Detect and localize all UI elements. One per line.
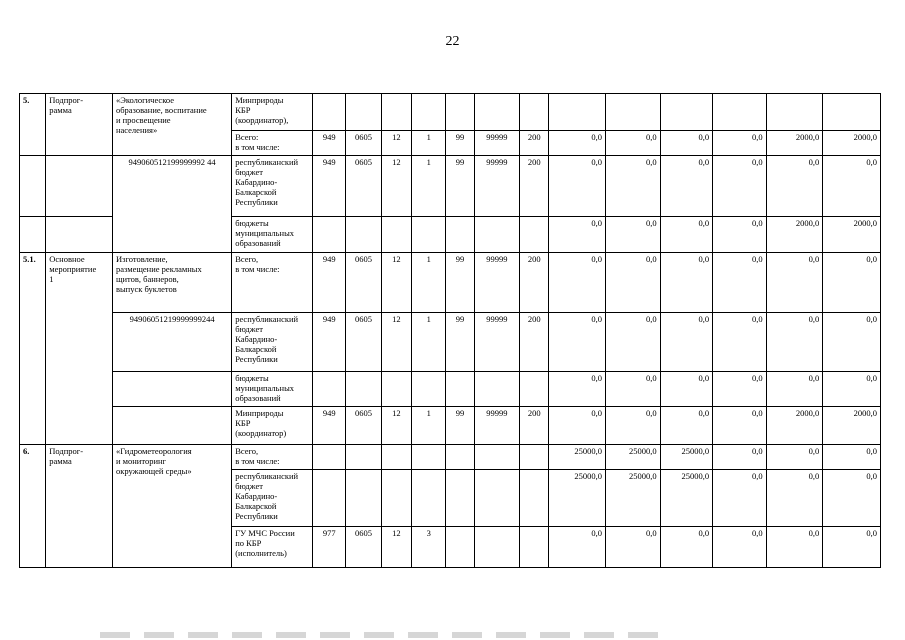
code-cs3-cell	[446, 527, 474, 568]
row-name-cell: «Гидрометеорология и мониторинг окружающей среды»	[112, 445, 231, 568]
value-cell: 2000,0	[823, 407, 881, 445]
value-cell: 0,0	[713, 372, 767, 407]
code-rz-cell: 0605	[346, 527, 381, 568]
table-row	[20, 445, 881, 470]
code-cs4-cell: 99999	[474, 131, 519, 156]
table-row	[20, 156, 881, 217]
code-gr-cell: 949	[313, 131, 346, 156]
row-number-cell: 6.	[20, 445, 46, 568]
value-cell: 25000,0	[660, 470, 713, 527]
code-rz-cell: 0605	[346, 313, 381, 372]
value-cell: 0,0	[823, 156, 881, 217]
value-cell: 0,0	[606, 313, 661, 372]
value-cell: 0,0	[766, 445, 823, 470]
responsible-cell: Всего, в том числе:	[232, 253, 313, 313]
code-gr-cell: 949	[313, 253, 346, 313]
row-name-cell	[112, 372, 231, 407]
budget-table	[19, 93, 881, 568]
value-cell: 25000,0	[606, 445, 661, 470]
value-cell: 25000,0	[660, 445, 713, 470]
value-cell: 0,0	[713, 253, 767, 313]
code-cs1-cell: 12	[381, 527, 411, 568]
value-cell: 0,0	[766, 527, 823, 568]
value-cell: 0,0	[660, 407, 713, 445]
value-cell: 25000,0	[606, 470, 661, 527]
code-cs1-cell: 12	[381, 131, 411, 156]
value-cell: 0,0	[549, 313, 606, 372]
value-cell: 0,0	[766, 372, 823, 407]
responsible-cell: Всего: в том числе:	[232, 131, 313, 156]
code-gr-cell: 977	[313, 527, 346, 568]
responsible-cell: ГУ МЧС России по КБР (исполнитель)	[232, 527, 313, 568]
row-number-cell	[20, 217, 46, 253]
value-cell: 0,0	[606, 131, 661, 156]
code-rz-cell: 0605	[346, 156, 381, 217]
code-cs4-cell	[474, 527, 519, 568]
value-cell: 0,0	[660, 527, 713, 568]
code-cs3-cell: 99	[446, 131, 474, 156]
code-cs3-cell: 99	[446, 313, 474, 372]
value-cell: 25000,0	[549, 445, 606, 470]
code-vr-cell: 200	[520, 313, 549, 372]
value-cell: 0,0	[606, 217, 661, 253]
value-cell: 0,0	[549, 131, 606, 156]
code-cs3-cell: 99	[446, 156, 474, 217]
row-type-cell: Основное мероприятие 1	[46, 253, 113, 445]
page-number: 22	[445, 34, 460, 49]
value-cell: 2000,0	[766, 407, 823, 445]
responsible-cell: республиканский бюджет Кабардино- Балкарской Республики	[232, 313, 313, 372]
value-cell: 0,0	[823, 372, 881, 407]
code-cs2-cell: 3	[412, 527, 446, 568]
code-rz-cell: 0605	[346, 253, 381, 313]
code-vr-cell: 200	[520, 407, 549, 445]
responsible-cell: республиканский бюджет Кабардино- Балкарской Республики	[232, 470, 313, 527]
value-cell: 0,0	[606, 253, 661, 313]
code-vr-cell: 200	[520, 131, 549, 156]
value-cell: 0,0	[660, 253, 713, 313]
row-type-cell: Подпрог- рамма	[46, 445, 113, 568]
code-cs2-cell: 1	[412, 407, 446, 445]
value-cell: 2000,0	[766, 131, 823, 156]
table-row	[20, 94, 881, 131]
value-cell: 0,0	[660, 156, 713, 217]
code-rz-cell: 0605	[346, 131, 381, 156]
code-cs1-cell: 12	[381, 313, 411, 372]
code-gr-cell: 949	[313, 407, 346, 445]
value-cell: 0,0	[606, 372, 661, 407]
row-name-cell: 94906051219999999244	[112, 313, 231, 372]
responsible-cell: бюджеты муниципальных образований	[232, 372, 313, 407]
code-cs1-cell: 12	[381, 156, 411, 217]
code-rz-cell: 0605	[346, 407, 381, 445]
row-number-cell: 5.	[20, 94, 46, 156]
row-name-cell: Изготовление, размещение рекламных щитов, баннеров, выпуск буклетов	[112, 253, 231, 313]
code-cs2-cell: 1	[412, 253, 446, 313]
code-cs4-cell: 99999	[474, 156, 519, 217]
value-cell: 0,0	[606, 156, 661, 217]
value-cell: 0,0	[823, 445, 881, 470]
value-cell: 0,0	[823, 313, 881, 372]
code-cs2-cell: 1	[412, 156, 446, 217]
value-cell: 0,0	[713, 131, 767, 156]
code-cs2-cell: 1	[412, 313, 446, 372]
responsible-cell: Минприроды КБР (координатор),	[232, 94, 313, 131]
row-number-cell	[20, 156, 46, 217]
value-cell: 0,0	[713, 156, 767, 217]
value-cell: 25000,0	[549, 470, 606, 527]
responsible-cell: республиканский бюджет Кабардино- Балкарской Республики	[232, 156, 313, 217]
code-cs4-cell: 99999	[474, 253, 519, 313]
value-cell: 0,0	[606, 527, 661, 568]
value-cell: 0,0	[713, 313, 767, 372]
value-cell: 0,0	[549, 527, 606, 568]
value-cell: 0,0	[713, 407, 767, 445]
value-cell: 0,0	[766, 313, 823, 372]
value-cell: 0,0	[660, 217, 713, 253]
table-row	[20, 253, 881, 313]
code-cs1-cell: 12	[381, 407, 411, 445]
value-cell: 0,0	[713, 527, 767, 568]
row-type-cell	[46, 156, 113, 217]
value-cell: 0,0	[549, 156, 606, 217]
value-cell: 0,0	[549, 217, 606, 253]
value-cell: 0,0	[766, 253, 823, 313]
value-cell: 0,0	[660, 372, 713, 407]
code-cs1-cell: 12	[381, 253, 411, 313]
value-cell: 0,0	[713, 445, 767, 470]
code-cs3-cell: 99	[446, 407, 474, 445]
value-cell: 0,0	[823, 253, 881, 313]
table-row	[20, 372, 881, 407]
row-name-cell: «Экологическое образование, воспитание и просвещение населения»	[112, 94, 231, 156]
code-gr-cell: 949	[313, 156, 346, 217]
value-cell: 0,0	[549, 253, 606, 313]
value-cell: 0,0	[713, 470, 767, 527]
code-vr-cell	[520, 527, 549, 568]
value-cell: 0,0	[549, 407, 606, 445]
responsible-cell: Всего, в том числе:	[232, 445, 313, 470]
code-cs4-cell: 99999	[474, 407, 519, 445]
responsible-cell: бюджеты муниципальных образований	[232, 217, 313, 253]
value-cell: 0,0	[766, 470, 823, 527]
row-number-cell: 5.1.	[20, 253, 46, 445]
row-type-cell	[46, 217, 113, 253]
code-cs2-cell: 1	[412, 131, 446, 156]
value-cell: 2000,0	[823, 131, 881, 156]
code-vr-cell: 200	[520, 253, 549, 313]
code-cs4-cell: 99999	[474, 313, 519, 372]
value-cell: 0,0	[606, 407, 661, 445]
code-vr-cell: 200	[520, 156, 549, 217]
value-cell: 0,0	[823, 470, 881, 527]
value-cell: 0,0	[823, 527, 881, 568]
table-row	[20, 313, 881, 372]
value-cell: 0,0	[766, 156, 823, 217]
value-cell: 0,0	[660, 131, 713, 156]
value-cell: 0,0	[549, 372, 606, 407]
value-cell: 0,0	[713, 217, 767, 253]
row-name-cell: 949060512199999992 44	[112, 156, 231, 253]
table-row	[20, 407, 881, 445]
row-name-cell	[112, 407, 231, 445]
row-type-cell: Подпрог- рамма	[46, 94, 113, 156]
scan-artifact	[100, 632, 660, 638]
value-cell: 2000,0	[766, 217, 823, 253]
code-cs3-cell: 99	[446, 253, 474, 313]
responsible-cell: Минприроды КБР (координатор)	[232, 407, 313, 445]
value-cell: 0,0	[660, 313, 713, 372]
value-cell: 2000,0	[823, 217, 881, 253]
code-gr-cell: 949	[313, 313, 346, 372]
